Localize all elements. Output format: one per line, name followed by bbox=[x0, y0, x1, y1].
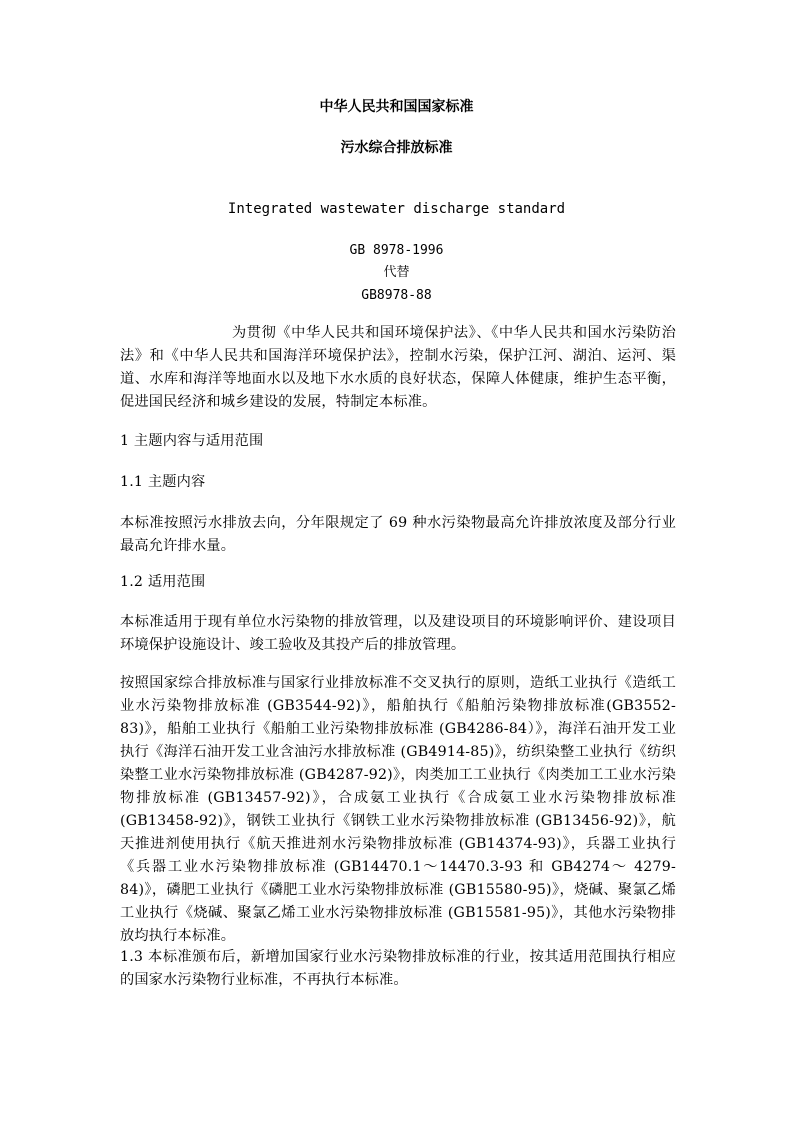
section-1-2-paragraph: 本标准适用于现有单位水污染物的排放管理，以及建设项目的环境影响评价、建设项目环境保护设施设计、竣工验收及其投产后的排放管理。 bbox=[120, 614, 676, 653]
section-1-1-paragraph: 本标准按照污水排放去向，分年限规定了 69 种水污染物最高允许排放浓度及部分行业最高允许排水量。 bbox=[120, 515, 676, 554]
replaces-label: 代替 bbox=[383, 265, 410, 280]
section-1-heading: 1 主题内容与适用范围 bbox=[120, 433, 264, 449]
intro-paragraph: 为贯彻《中华人民共和国环境保护法》、《中华人民共和国水污染防治法》和《中华人民共和国海洋环境保护法》，控制水污染，保护江河、湖泊、运河、渠道、水库和海洋等地面水以及地下水水质的良好状态，保障人体健康，维护生态平衡，促进国民经济和城乡建设的发展，特制定本标准。 bbox=[120, 325, 676, 410]
section-1-3-paragraph: 1.3 本标准颁布后，新增加国家行业水污染物排放标准的行业，按其适用范围执行相应的国家水污染物行业标准，不再执行本标准。 bbox=[120, 949, 676, 988]
standard-code: GB 8978-1996 bbox=[349, 243, 444, 258]
section-1-2-heading: 1.2 适用范围 bbox=[120, 574, 206, 590]
document-subtitle: 污水综合排放标准 bbox=[340, 140, 453, 156]
section-1-2-paragraph-2: 按照国家综合排放标准与国家行业排放标准不交叉执行的原则，造纸工业执行《造纸工业水污染物排放标准 (GB3544-92)》，船舶执行《船舶污染物排放标准(GB3552-83)》，船舶工业执行《船舶工业污染物排放标准 (GB4286-84）》，海洋石油开发工业执行《海洋石油开发工业含油污水排放标准 (GB4914-85)》，纺织染整工业执行《纺织染整工业水污染物排放标准 (GB4287-92)》，肉类加工工业执行《肉类加工工业水污染物排放标准 (GB13457-92)》，合成氨工业执行《合成氨工业水污染物排放标准 (GB13458-92)》，钢铁工业执行《钢铁工业水污染物排放标准 (GB13456-92)》，航天推进剂使用执行《航天推进剂水污染物排放标准 (GB14374-93)》，兵器工业执行《兵器工业水污染物排放标准 (GB14470.1～14470.3-93 和 GB4274～ 4279-84)》，磷肥工业执行《磷肥工业水污染物排放标准 (GB15580-95)》，烧碱、聚氯乙烯工业执行《烧碱、聚氯乙烯工业水污染物排放标准 (GB15581-95)》，其他水污染物排放均执行本标准。 bbox=[120, 675, 676, 944]
replaced-standard-code: GB8978-88 bbox=[361, 288, 432, 303]
document-title: 中华人民共和国国家标准 bbox=[319, 99, 474, 115]
document-title-english: Integrated wastewater discharge standard bbox=[227, 201, 566, 217]
section-1-1-heading: 1.1 主题内容 bbox=[120, 474, 206, 490]
